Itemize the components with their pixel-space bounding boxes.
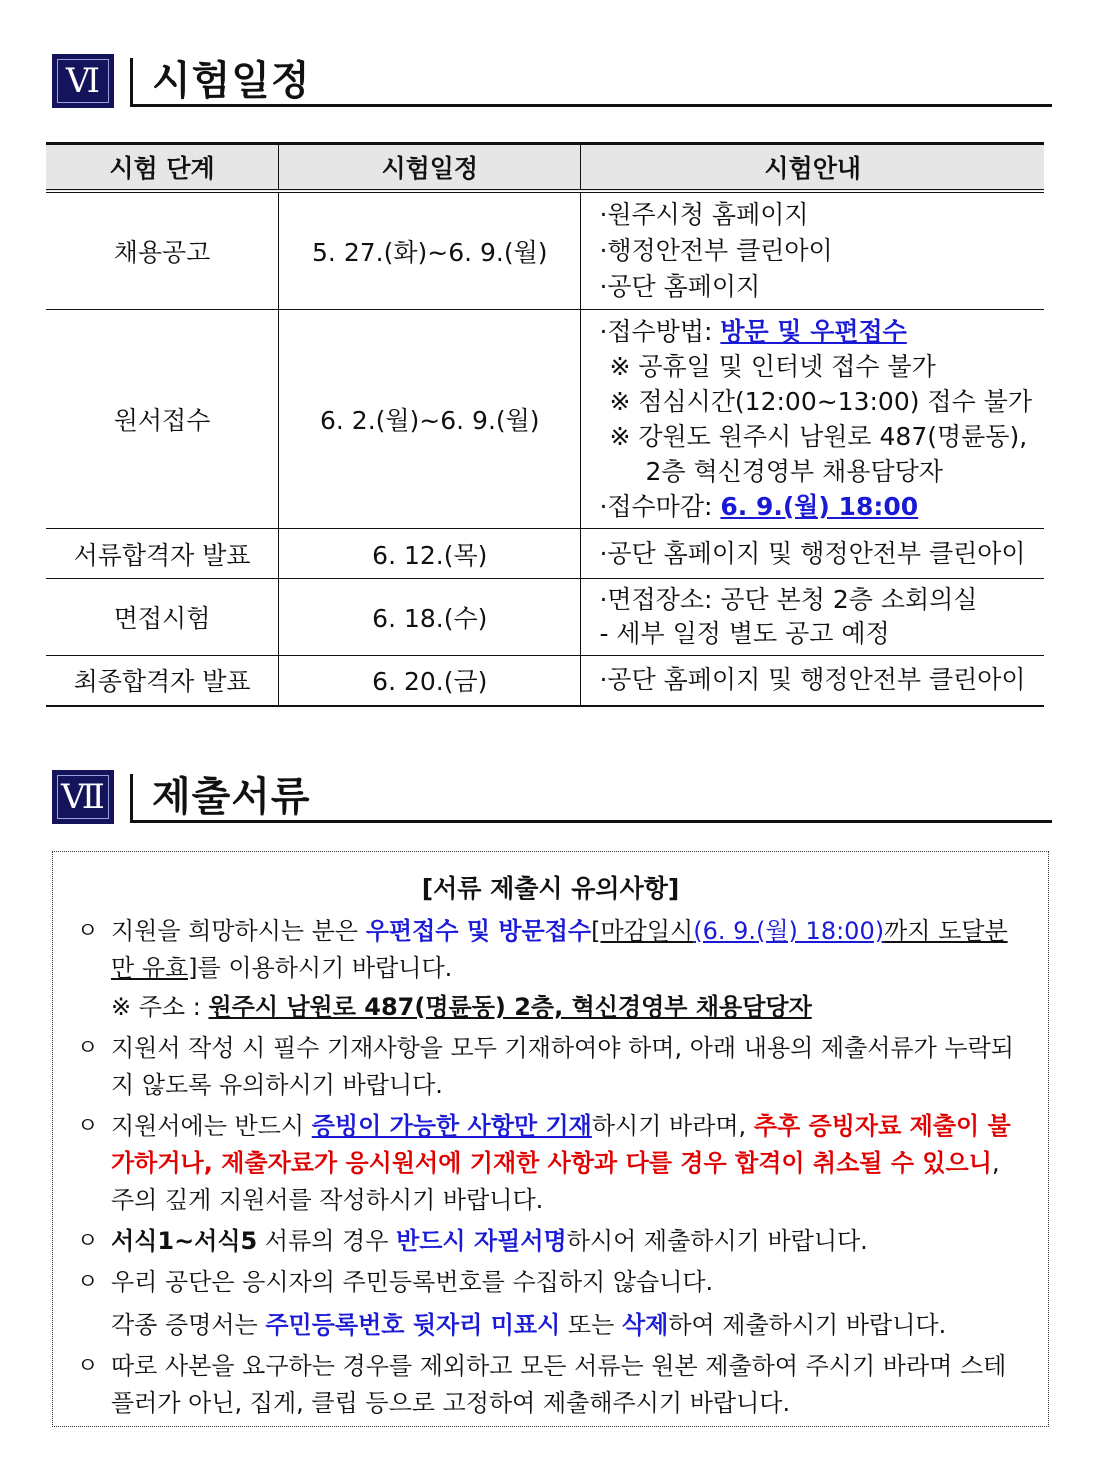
text-span: 따로 사본을 요구하는 경우를 제외하고 모든 서류는 원본 제출하여 주시기 바라며 스테플러가 아닌, 집게, 클립 등으로 고정하여 제출해주시기 바랍니다. bbox=[111, 1352, 1007, 1417]
notice-title: [서류 제출시 유의사항] bbox=[421, 874, 680, 903]
header-info: 시험안내 bbox=[581, 144, 1044, 192]
text-span: 지원서 작성 시 필수 기재사항을 모두 기재하여야 하며, 아래 내용의 제출서류가 누락되지 않도록 유의하시기 바랍니다. bbox=[111, 1034, 1014, 1099]
list-item bbox=[53, 913, 1048, 1026]
section-7-header bbox=[52, 770, 1052, 826]
date-cell: 6. 2.(월)~6. 9.(월) bbox=[279, 310, 581, 529]
text-span: [마감일시 bbox=[591, 917, 694, 945]
text-span: 까지 도달분만 유효] bbox=[111, 917, 1008, 982]
info-line: ·공단 홈페이지 및 행정안전부 클린아이 bbox=[599, 538, 1026, 568]
text-span: 또는 bbox=[560, 1311, 622, 1339]
text-line: 우리 공단은 응시자의 주민등록번호를 수집하지 않습니다. bbox=[111, 1268, 714, 1296]
date-cell: 6. 12.(목) bbox=[279, 529, 581, 579]
info-line: - 세부 일정 별도 공고 예정 bbox=[599, 619, 890, 648]
section-6-header bbox=[52, 54, 1052, 110]
method-line bbox=[599, 314, 1032, 349]
text-span: 서류의 경우 bbox=[257, 1227, 397, 1255]
address-value: 원주시 남원로 487(명륜동) 2층, 혁신경영부 채용담당자 bbox=[208, 993, 812, 1021]
deadline-label: ·접수마감: bbox=[599, 492, 721, 521]
method-value: 방문 및 우편접수 bbox=[720, 317, 907, 346]
info-cell bbox=[581, 656, 1044, 706]
stage-cell: 서류합격자 발표 bbox=[46, 529, 279, 579]
header-rule bbox=[130, 820, 1052, 823]
highlight-blue: 우편접수 및 방문접수 bbox=[365, 917, 592, 945]
schedule-table bbox=[46, 142, 1044, 707]
highlight-blue: (6. 9.(월) 18:00) bbox=[693, 917, 885, 945]
header-date: 시험일정 bbox=[279, 144, 581, 192]
info-line: ·원주시청 홈페이지 bbox=[599, 200, 809, 229]
text-span: 지원을 희망하시는 분은 bbox=[111, 917, 366, 945]
highlight-red: 추후 증빙자료 제출이 불가하거나, 제출자료가 응시원서에 기재한 사항과 다를 경우 합격이 취소될 수 있으니 bbox=[111, 1112, 1011, 1177]
text-span: 를 이용하시기 바랍니다. bbox=[197, 954, 453, 982]
deadline-line bbox=[599, 489, 1032, 524]
date-cell: 6. 20.(금) bbox=[279, 656, 581, 706]
highlight-blue: 반드시 자필서명 bbox=[396, 1227, 567, 1255]
note-line: ※ 강원도 원주시 남원로 487(명륜동), bbox=[609, 422, 1028, 451]
note-line: ※ 공휴일 및 인터넷 접수 불가 bbox=[609, 352, 936, 381]
info-cell bbox=[581, 310, 1044, 529]
table-row bbox=[46, 191, 1044, 310]
list-item bbox=[53, 1223, 1048, 1260]
info-cell bbox=[581, 529, 1044, 579]
list-item bbox=[53, 1264, 1048, 1344]
note-line: ※ 점심시간(12:00~13:00) 접수 불가 bbox=[609, 387, 1032, 416]
text-span: 지원서에는 반드시 bbox=[111, 1112, 312, 1140]
info-line: ·행정안전부 클린아이 bbox=[599, 236, 833, 265]
text-span: 하여 제출하시기 바랍니다. bbox=[668, 1311, 947, 1339]
bullet-icon: ㅇ bbox=[77, 1354, 99, 1379]
stage-cell: 면접시험 bbox=[46, 579, 279, 656]
date-cell: 5. 27.(화)~6. 9.(월) bbox=[279, 191, 581, 310]
info-line: ·공단 홈페이지 및 행정안전부 클린아이 bbox=[599, 665, 1026, 695]
bullet-icon: ㅇ bbox=[77, 1229, 99, 1254]
info-cell bbox=[581, 191, 1044, 310]
section-7-numeral: Ⅶ bbox=[52, 770, 114, 824]
table-row bbox=[46, 310, 1044, 529]
text-line bbox=[111, 1307, 1028, 1344]
bullet-icon: ㅇ bbox=[77, 1114, 99, 1139]
highlight-blue: 증빙이 가능한 사항만 기재 bbox=[311, 1112, 592, 1140]
section-6-numeral: Ⅵ bbox=[52, 54, 114, 108]
list-item bbox=[53, 1030, 1048, 1104]
stage-cell: 채용공고 bbox=[46, 191, 279, 310]
list-item bbox=[53, 1108, 1048, 1219]
header-divider bbox=[130, 774, 133, 822]
deadline-value: 6. 9.(월) 18:00 bbox=[720, 492, 919, 521]
bullet-icon: ㅇ bbox=[77, 1270, 99, 1295]
method-label: ·접수방법: bbox=[599, 317, 721, 346]
section-7-title: 제출서류 bbox=[152, 774, 311, 820]
note-line: 2층 혁신경영부 채용담당자 bbox=[645, 457, 943, 486]
notice-box bbox=[52, 851, 1049, 1427]
bullet-icon: ㅇ bbox=[77, 919, 99, 944]
text-span: 하시기 바라며, bbox=[591, 1112, 754, 1140]
section-6-title: 시험일정 bbox=[152, 58, 311, 104]
table-row bbox=[46, 529, 1044, 579]
highlight-blue: 삭제 bbox=[621, 1311, 669, 1339]
bullet-icon: ㅇ bbox=[77, 1036, 99, 1061]
table-header-row bbox=[46, 144, 1044, 192]
text-bold: 서식1~서식5 bbox=[111, 1227, 258, 1255]
table-row bbox=[46, 656, 1044, 706]
table-row bbox=[46, 579, 1044, 656]
header-divider bbox=[130, 58, 133, 106]
text-span: 하시어 제출하시기 바랍니다. bbox=[566, 1227, 868, 1255]
info-line: ·공단 홈페이지 bbox=[599, 272, 761, 301]
stage-cell: 원서접수 bbox=[46, 310, 279, 529]
header-stage: 시험 단계 bbox=[46, 144, 279, 192]
info-cell bbox=[581, 579, 1044, 656]
date-cell: 6. 18.(수) bbox=[279, 579, 581, 656]
info-line: ·면접장소: 공단 본청 2층 소회의실 bbox=[599, 585, 978, 614]
text-span: , 주의 깊게 지원서를 작성하시기 바랍니다. bbox=[111, 1149, 1000, 1214]
text-span: 각종 증명서는 bbox=[111, 1311, 266, 1339]
stage-cell: 최종합격자 발표 bbox=[46, 656, 279, 706]
list-item bbox=[53, 1348, 1048, 1422]
address-line bbox=[111, 989, 1028, 1026]
highlight-blue: 주민등록번호 뒷자리 미표시 bbox=[265, 1311, 561, 1339]
header-rule bbox=[130, 104, 1052, 107]
address-label: ※ 주소 : bbox=[111, 993, 209, 1021]
